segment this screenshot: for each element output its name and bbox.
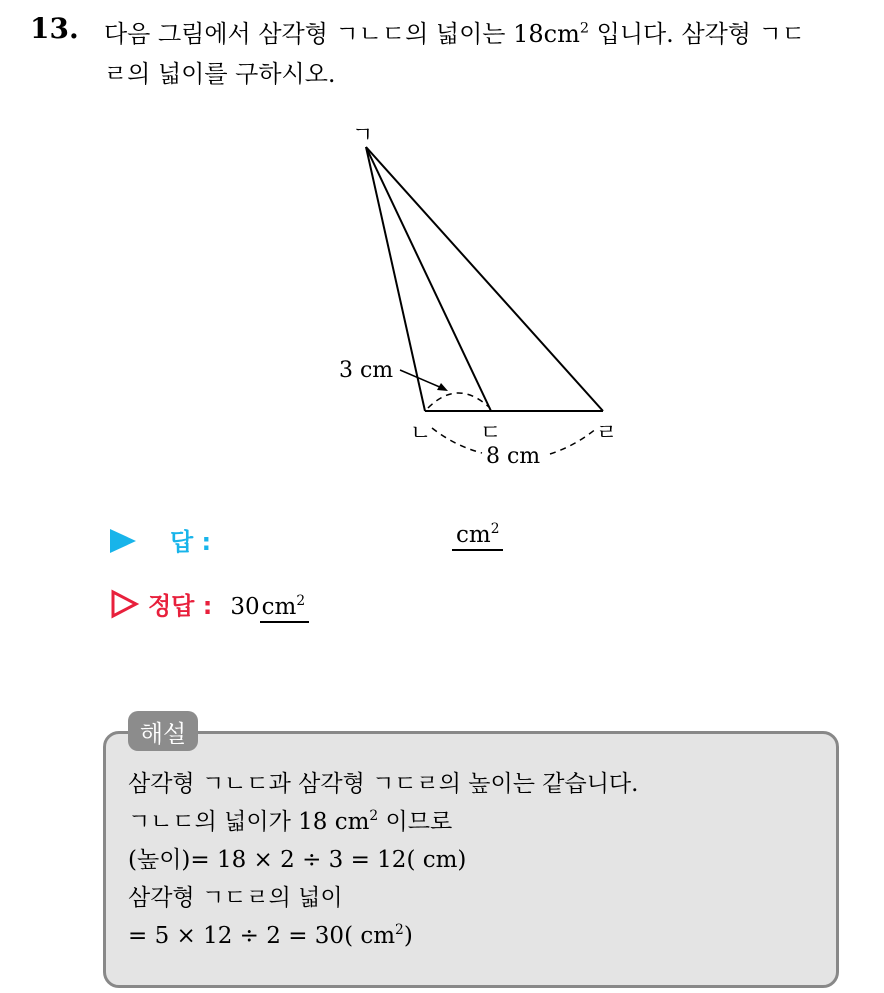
answer-label: 답 :	[170, 528, 212, 556]
solution-line-4: 삼각형 ㄱㄷㄹ의 넓이	[128, 885, 343, 911]
solution-line-2-sup: 2	[369, 808, 379, 825]
question-line-1-end: 입니다. 삼각형 ㄱㄷ	[589, 20, 805, 48]
solution-text	[128, 765, 638, 955]
small-dim-arc	[428, 393, 490, 408]
vertex-mid-label: ㄷ	[480, 421, 502, 446]
solution-line-3: (높이)= 18 × 2 ÷ 3 = 12( cm)	[128, 847, 467, 873]
solution-line-2-end: 이므로	[378, 809, 453, 835]
correct-row	[110, 584, 309, 623]
answer-unit-sup: 2	[490, 521, 500, 538]
question-unit: cm	[543, 20, 580, 48]
answer-row	[110, 522, 211, 557]
play-icon	[110, 529, 136, 553]
question-line-1-start: 다음 그림에서 삼각형 ㄱㄴㄷ의 넓이는 18	[104, 20, 544, 48]
correct-unit-sup: 2	[296, 593, 306, 610]
question-unit-sup: 2	[579, 20, 589, 37]
vertex-right-label: ㄹ	[596, 421, 618, 446]
correct-value: 30	[230, 594, 260, 620]
solution-line-5-sup: 2	[395, 922, 404, 939]
bottom-dim-arc-left	[432, 428, 482, 453]
question-line-2: ㄹ의 넓이를 구하시오.	[104, 60, 336, 88]
solution-line-5-end: )	[403, 923, 413, 949]
leader-line	[400, 370, 442, 388]
answer-unit-text: cm	[456, 522, 491, 548]
bottom-dim-label: 8 cm	[486, 444, 541, 469]
solution-tab: 해설	[128, 711, 198, 751]
correct-label: 정답 :	[148, 592, 213, 620]
small-dim-label: 3 cm	[339, 358, 394, 383]
answer-blank[interactable]	[452, 522, 503, 551]
question-number: 13.	[30, 12, 79, 45]
play-outline-icon	[110, 589, 140, 619]
solution-line-5	[128, 917, 638, 955]
correct-unit-text: cm	[261, 594, 297, 620]
solution-line-2-start: ㄱㄴㄷ의 넓이가 18 cm	[128, 809, 370, 835]
solution-line-2	[128, 803, 638, 841]
answer-unit	[452, 522, 503, 551]
vertex-top-label: ㄱ	[352, 123, 374, 148]
solution-line-1: 삼각형 ㄱㄴㄷ과 삼각형 ㄱㄷㄹ의 높이는 같습니다.	[128, 771, 639, 797]
solution-line-5-start: = 5 × 12 ÷ 2 = 30( cm	[128, 923, 396, 949]
vertex-left-label: ㄴ	[410, 421, 432, 446]
bottom-dim-arc-right	[550, 428, 597, 454]
correct-unit	[260, 594, 309, 623]
